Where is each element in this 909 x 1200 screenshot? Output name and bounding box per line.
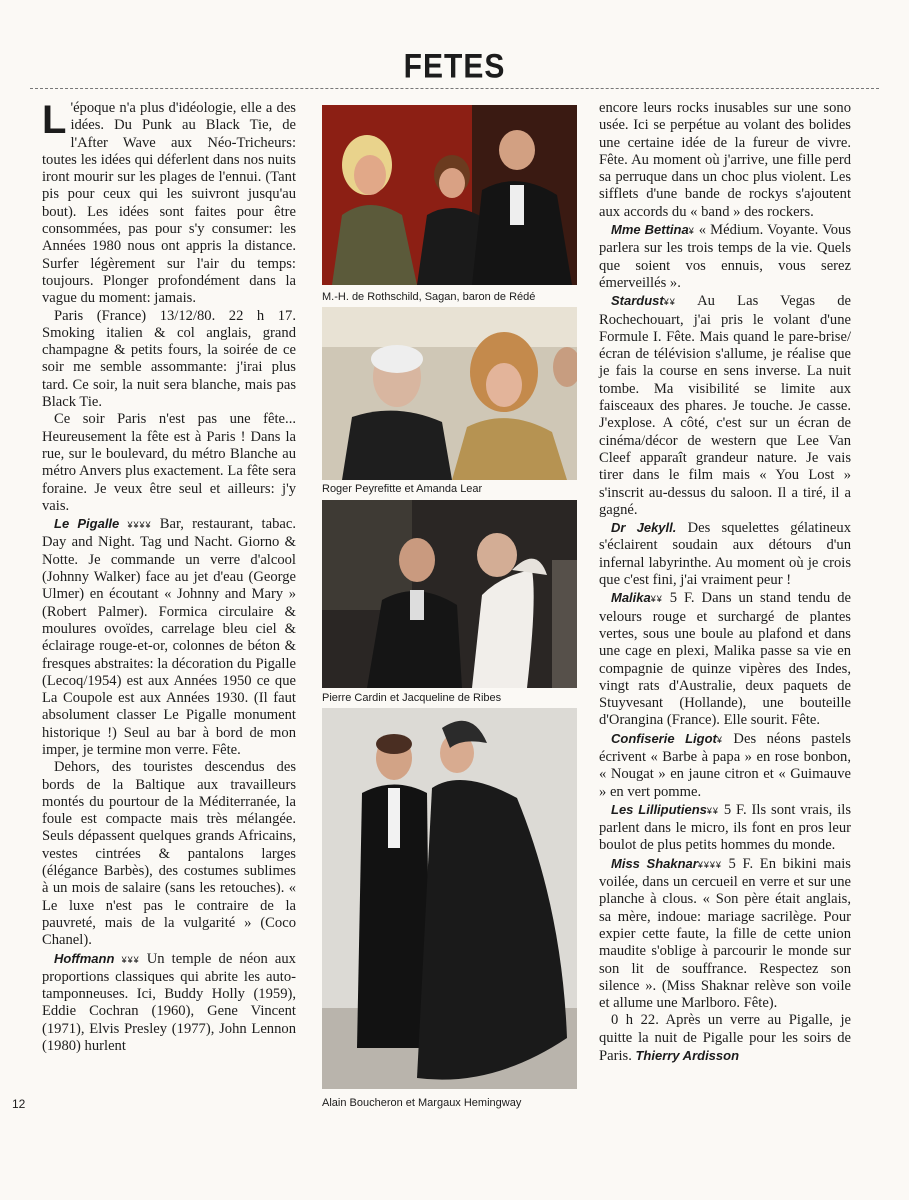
author-byline: Thierry Ardisson (635, 1048, 740, 1064)
venue-text: Au Las Vegas de Rochechouart, j'ai pris le volant d'une Formule I. Fête. Mais quand le pare-brise/écran de télévision s'allume, je réalise que je fais la course en sens inverse. La nuit tombe. Ma visibilité se limite aux faisceaux des phares. Je touche. Je casse. J'explose. A côté, c'est sur un écran de cinéma/décor de western que Lee Van Cleef apparaît grandeur nature. Je vais tirer dans le film mais « You Lost » s'inscrit au-dessus du saloon. Il a tiré, il a gagné. (599, 293, 851, 518)
venue-name: Hoffmann (54, 950, 115, 966)
rating-stars: ¥¥ (650, 594, 663, 605)
photo-caption: Pierre Cardin et Jacqueline de Ribes (322, 692, 502, 704)
intro-paragraph (42, 100, 296, 308)
intro-text: 'époque n'a plus d'idéologie, elle a des idées. Du Punk au Black Tie, de l'After Wave aux Néo-Tricheurs: toutes les idées qui déferlent dans nos nuits iront mourir sur les plages de l'ennui. (Tant pis pour ceux qui les suivront jusqu'au bout). Les idées sont faites pour être consommées, pas pour s'y consumer: les Années 1980 nous ont appris la distance. Surfer légèrement sur l'air du temps: toujours. Plonger profondément dans la vague du moment: jamais. (42, 100, 296, 307)
paragraph: Paris (France) 13/12/80. 22 h 17. Smoking italien & col anglais, grand champagne & petits fours, la soirée de ce soir me semble assommante: j'irai plus tard. Ce soir, la nuit sera blanche, mais pas Black Tie. (42, 307, 296, 411)
rating-stars: ¥¥¥ (121, 954, 140, 965)
venue-name: Mme Bettina (611, 222, 689, 238)
venue-name: Le Pigalle (54, 516, 120, 532)
venue-name: Dr Jekyll. (611, 520, 677, 536)
photo-peyrefitte-lear (322, 307, 577, 480)
venue-entry (599, 292, 851, 519)
venue-entry (599, 589, 851, 729)
paragraph: encore leurs rocks inusables sur une sono usée. Ici se perpétue au volant des bolides une certaine idée de la fureur de vivre. Fête. Au moment où j'arrive, une fille perd sa perruque dans un choc plus violent. Les sifflets d'une bande de rockys s'ajoutent aux accords du « band » des rockers. (599, 100, 851, 220)
text-column-right (599, 100, 851, 1065)
venue-entry (599, 801, 851, 855)
venue-entry (599, 519, 851, 589)
venue-text: Bar, restaurant, tabac. Day and Night. Tag und Nacht. Giorno & Notte. Je commande un verre d'alcool (Johnny Walker) face au jet d'eau (George Ulmer) en écoutant « Johnny and Mary » (Robert Palmer). Formica circulaire & moulures ovoïdes, carrelage bleu ciel & éclairage rouge-et-or, colonnes de béton & fresques abstraites: la décoration du Pigalle (Lecoq/1954) est aux Années 1950 ce que La Coupole est aux Années 1930. (Il faut absolument classer Le Pigalle monument historique !) Seul au bar à bord de mon imper, je termine mon verre. Fête. (42, 516, 296, 758)
photo-caption: Alain Boucheron et Margaux Hemingway (322, 1097, 522, 1109)
venue-text: Des néons pastels écrivent « Barbe à papa » en rose bonbon, « Nougat » en jaune citron et « Guimauve » en vert pomme. (599, 730, 851, 800)
title-divider (30, 88, 879, 89)
rating-stars: ¥ (716, 734, 723, 745)
photo-rothschild-sagan-rede (322, 105, 577, 285)
rating-stars: ¥¥¥¥ (127, 520, 152, 531)
venue-entry (42, 515, 296, 759)
venue-name: Stardust (611, 293, 664, 309)
closing-paragraph (599, 1012, 851, 1065)
page-title: FETES (403, 47, 506, 86)
rating-stars: ¥¥ (706, 805, 719, 816)
venue-text: 5 F. Dans un stand tendu de velours rouge et surchargé de plantes vertes, sous une boule au plafond et dans une cage en plexi, Malika passe sa vie en compagnie de quinze vipères des Indes, vingt rats d'Australie, deux paquets de Stuyvesant (Hollande), une bouteille d'Orangina (France). Elle sourit. Fête. (599, 590, 851, 729)
venue-name: Les Lilliputiens (611, 801, 707, 817)
photo-cardin-ribes (322, 500, 577, 688)
venue-text: « Médium. Voyante. Vous parlera sur les trois temps de la vie. Quels que soient vos ennuis, vous serez émerveillés ». (599, 222, 851, 291)
venue-entry (599, 730, 851, 801)
venue-text: 5 F. En bikini mais voilée, dans un cercueil en verre et sur une planche à clous. « Son père était anglais, sa mère, indoue: mariage sacrilège. Pour expier cette faute, la fille de cette union maudite s'oblige à parcourir le monde sur son lit de souffrance. Respectez son silence ». (Miss Shaknar relève son voile et allume une Marlboro. Fête). (599, 855, 851, 1012)
venue-name: Malika (611, 590, 651, 606)
photo-caption: Roger Peyrefitte et Amanda Lear (322, 483, 483, 495)
page-number: 12 (12, 1097, 26, 1111)
venue-entry (599, 221, 851, 292)
paragraph: Dehors, des touristes descendus des bords de la Baltique aux travailleurs montés du pourtour de la Méditerranée, la foule est compacte mais très mélangée. Seuls dépassent quelques grands Africains, vestes cintrées & pantalons larges (élégance Barbès), des costumes sublimes à un mois de salaire (sans les retouches). « Le luxe n'est pas le contraire de la pauvreté, mais de la vulgarité » (Coco Chanel). (42, 759, 296, 949)
venue-text: Des squelettes gélatineux s'éclairent soudain aux détours d'un infernal labyrinthe. Au moment où je crois que c'est fini, j'ai vraiment peur ! (599, 520, 851, 589)
rating-stars: ¥ (688, 226, 695, 237)
paragraph: Ce soir Paris n'est pas une fête... Heureusement la fête est à Paris ! Dans la rue, sur le boulevard, du métro Blanche au métro Anvers plus exactement. La fête sera foraine. Je veux être seul et ailleurs: j'y vais. (42, 411, 296, 514)
text-column-left (42, 100, 296, 1055)
venue-name: Confiserie Ligot (611, 730, 717, 746)
rating-stars: ¥¥¥¥ (697, 859, 722, 870)
drop-cap: L (42, 98, 67, 142)
photo-caption: M.-H. de Rothschild, Sagan, baron de Rédé (322, 291, 536, 303)
venue-entry (599, 855, 851, 1013)
photo-boucheron-hemingway (322, 708, 577, 1089)
venue-entry (42, 950, 296, 1056)
venue-text: 5 F. Ils sont vrais, ils parlent dans le micro, ils font en pros leur boulot de plus petits hommes du monde. (599, 801, 851, 854)
venue-text: Un temple de néon aux proportions classiques qui abrite les auto-tamponneuses. Ici, Buddy Holly (1959), Eddie Cochran (1960), Gene Vincent (1971), Elvis Presley (1977), John Lennon (1980) hurlent (42, 950, 296, 1055)
rating-stars: ¥¥ (663, 297, 676, 308)
venue-name: Miss Shaknar (611, 855, 698, 871)
closing-text: 0 h 22. Après un verre au Pigalle, je quitte la nuit de Pigalle pour les soirs de Paris. (599, 1012, 851, 1065)
